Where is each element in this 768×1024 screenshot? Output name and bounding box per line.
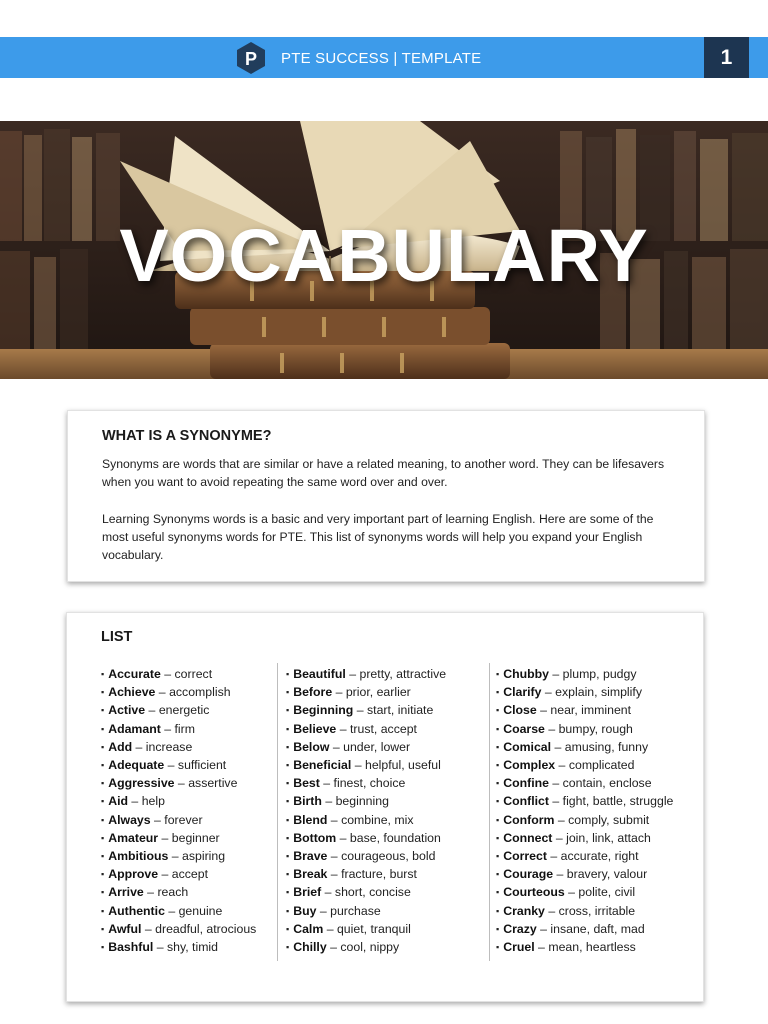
list-item [286, 920, 486, 938]
list-synonyms: shy, timid [166, 940, 219, 955]
list-word: Buy [293, 903, 317, 918]
bullet-icon: ▪ [496, 687, 500, 698]
list-word: Approve [108, 867, 159, 882]
list-synonyms: base, foundation [349, 830, 441, 845]
intro-heading: WHAT IS A SYNONYME? [102, 428, 272, 444]
list-word: Bashful [108, 940, 154, 955]
list-dash: – [326, 940, 341, 955]
bullet-icon: ▪ [101, 687, 105, 698]
bullet-icon: ▪ [101, 923, 105, 934]
list-synonyms: accept [171, 867, 209, 882]
list-word: Calm [293, 921, 324, 936]
list-item [496, 756, 696, 774]
bullet-icon: ▪ [496, 705, 500, 716]
bullet-icon: ▪ [286, 723, 290, 734]
list-dash: – [174, 776, 189, 791]
list-synonyms: finest, choice [333, 776, 406, 791]
bullet-icon: ▪ [101, 832, 105, 843]
list-word: Achieve [108, 685, 156, 700]
brand [234, 41, 481, 75]
intro-paragraph-2: Learning Synonyms words is a basic and very important part of learning English. Here are some of the most useful synonyms words for PTE. This list of synonyms words will help you expand your English vocabulary. [102, 512, 654, 562]
bullet-icon: ▪ [101, 760, 105, 771]
list-item [286, 847, 486, 865]
list-synonyms: insane, daft, mad [550, 921, 645, 936]
list-dash: – [536, 703, 551, 718]
list-synonyms: combine, mix [341, 812, 414, 827]
list-word: Beneficial [293, 758, 352, 773]
list-synonyms: quiet, tranquil [336, 921, 411, 936]
header-bar [0, 37, 768, 78]
list-synonyms: start, initiate [367, 703, 434, 718]
list-synonyms: reach [157, 885, 189, 900]
bullet-icon: ▪ [286, 905, 290, 916]
list-item [286, 720, 486, 738]
list-item [496, 774, 696, 792]
list-item [101, 938, 276, 956]
list-item [496, 701, 696, 719]
list-dash: – [145, 703, 159, 718]
list-item [496, 847, 696, 865]
column-divider [277, 663, 278, 961]
list-synonyms: polite, civil [578, 885, 636, 900]
list-item [101, 829, 276, 847]
list-synonyms: amusing, funny [564, 739, 649, 754]
synonym-list-card [66, 612, 704, 1002]
pte-logo-icon [234, 41, 268, 75]
bullet-icon: ▪ [496, 778, 500, 789]
list-item [101, 902, 276, 920]
list-dash: – [564, 885, 579, 900]
list-synonyms: short, concise [334, 885, 411, 900]
list-item [286, 738, 486, 756]
list-item [286, 683, 486, 701]
bullet-icon: ▪ [286, 741, 290, 752]
list-dash: – [555, 758, 569, 773]
list-item [286, 829, 486, 847]
list-word: Accurate [108, 667, 161, 681]
list-dash: – [323, 921, 337, 936]
list-word: Clarify [503, 685, 542, 700]
bullet-icon: ▪ [101, 905, 105, 916]
list-word: Break [293, 867, 328, 882]
list-item [101, 883, 276, 901]
list-dash: – [336, 721, 350, 736]
list-item [101, 920, 276, 938]
list-synonyms: explain, simplify [555, 685, 642, 700]
list-synonyms: bravery, valour [566, 867, 648, 882]
bullet-icon: ▪ [286, 869, 290, 880]
list-dash: – [158, 830, 172, 845]
bullet-icon: ▪ [101, 942, 105, 953]
list-word: Correct [503, 849, 547, 864]
list-item [496, 920, 696, 938]
list-synonyms: purchase [330, 903, 381, 918]
list-item [496, 902, 696, 920]
list-item [496, 665, 696, 683]
list-dash: – [160, 667, 175, 681]
list-word: Awful [108, 921, 142, 936]
list-item [286, 774, 486, 792]
list-synonyms: genuine [178, 903, 223, 918]
list-word: Always [108, 812, 151, 827]
list-item [286, 792, 486, 810]
list-heading: LIST [101, 629, 133, 645]
list-word: Courteous [503, 885, 565, 900]
list-word: Chilly [293, 940, 327, 955]
list-synonyms: aspiring [182, 849, 226, 864]
bullet-icon: ▪ [496, 796, 500, 807]
synonym-definition-card [67, 410, 705, 582]
bullet-icon: ▪ [496, 942, 500, 953]
list-word: Complex [503, 758, 556, 773]
bullet-icon: ▪ [101, 869, 105, 880]
list-item [496, 720, 696, 738]
list-word: Adequate [108, 758, 165, 773]
bullet-icon: ▪ [286, 887, 290, 898]
list-item [101, 701, 276, 719]
list-word: Arrive [108, 885, 144, 900]
list-item [286, 756, 486, 774]
list-synonyms: energetic [158, 703, 210, 718]
list-item [496, 811, 696, 829]
list-word: Cranky [503, 903, 545, 918]
list-item [101, 811, 276, 829]
list-dash: – [544, 721, 559, 736]
list-dash: – [332, 685, 346, 700]
list-dash: – [548, 667, 563, 681]
list-dash: – [128, 794, 142, 809]
bullet-icon: ▪ [496, 760, 500, 771]
list-dash: – [353, 703, 368, 718]
list-word: Add [108, 739, 133, 754]
list-word: Amateur [108, 830, 159, 845]
list-word: Before [293, 685, 333, 700]
bullet-icon: ▪ [286, 851, 290, 862]
list-item [101, 774, 276, 792]
list-dash: – [551, 739, 565, 754]
list-dash: – [329, 739, 344, 754]
list-word: Aid [108, 794, 129, 809]
list-dash: – [336, 830, 350, 845]
list-item [496, 883, 696, 901]
column-divider [489, 663, 490, 961]
bullet-icon: ▪ [286, 687, 290, 698]
list-synonyms: fight, battle, struggle [562, 794, 674, 809]
list-synonyms: cool, nippy [340, 940, 400, 955]
list-synonyms: increase [145, 739, 193, 754]
list-synonyms: trust, accept [349, 721, 417, 736]
bullet-icon: ▪ [101, 705, 105, 716]
list-dash: – [351, 758, 365, 773]
list-synonyms: pretty, attractive [359, 667, 447, 681]
list-synonyms: help [141, 794, 165, 809]
list-word: Brief [293, 885, 322, 900]
bullet-icon: ▪ [496, 669, 500, 679]
list-dash: – [327, 849, 342, 864]
bullet-icon: ▪ [286, 942, 290, 953]
list-synonyms: fracture, burst [341, 867, 417, 882]
list-synonyms: under, lower [343, 739, 411, 754]
list-word: Crazy [503, 921, 537, 936]
list-item [286, 902, 486, 920]
bullet-icon: ▪ [496, 923, 500, 934]
bullet-icon: ▪ [286, 669, 290, 679]
list-dash: – [534, 940, 549, 955]
list-dash: – [150, 812, 165, 827]
list-dash: – [548, 776, 563, 791]
list-dash: – [155, 685, 170, 700]
list-item [496, 938, 696, 956]
list-synonyms: near, imminent [550, 703, 632, 718]
list-dash: – [164, 758, 178, 773]
list-dash: – [541, 685, 556, 700]
list-synonyms: mean, heartless [548, 940, 636, 955]
list-word: Best [293, 776, 320, 791]
list-dash: – [132, 739, 146, 754]
list-dash: – [553, 867, 567, 882]
bullet-icon: ▪ [286, 814, 290, 825]
intro-paragraph-1: Synonyms are words that are similar or have a related meaning, to another word. They can be lifesavers when you want to avoid repeating the same word over and over. [102, 457, 665, 489]
list-item [286, 865, 486, 883]
list-dash: – [552, 830, 567, 845]
list-word: Aggressive [108, 776, 175, 791]
list-synonyms: assertive [188, 776, 238, 791]
list-dash: – [327, 867, 342, 882]
list-word: Close [503, 703, 537, 718]
list-word: Below [293, 739, 330, 754]
bullet-icon: ▪ [496, 723, 500, 734]
bullet-icon: ▪ [101, 887, 105, 898]
bullet-icon: ▪ [101, 814, 105, 825]
list-dash: – [321, 885, 335, 900]
bullet-icon: ▪ [101, 741, 105, 752]
bullet-icon: ▪ [496, 832, 500, 843]
list-dash: – [319, 776, 334, 791]
list-word: Bottom [293, 830, 337, 845]
list-item [101, 847, 276, 865]
list-synonyms: dreadful, atrocious [155, 921, 257, 936]
list-word: Authentic [108, 903, 165, 918]
bullet-icon: ▪ [286, 796, 290, 807]
list-word: Conflict [503, 794, 549, 809]
list-item [286, 701, 486, 719]
header-title: PTE SUCCESS | TEMPLATE [281, 49, 482, 67]
list-item [101, 792, 276, 810]
list-item [101, 738, 276, 756]
bullet-icon: ▪ [496, 814, 500, 825]
list-item [496, 865, 696, 883]
list-synonyms: helpful, useful [364, 758, 441, 773]
list-word: Comical [503, 739, 552, 754]
logo-letter: P [244, 49, 258, 69]
list-item [101, 683, 276, 701]
list-synonyms: plump, pudgy [562, 667, 637, 681]
list-item [496, 683, 696, 701]
list-word: Connect [503, 830, 553, 845]
bullet-icon: ▪ [286, 923, 290, 934]
bullet-icon: ▪ [286, 705, 290, 716]
list-synonyms: sufficient [177, 758, 227, 773]
list-column-1 [101, 665, 276, 956]
list-item [101, 756, 276, 774]
bullet-icon: ▪ [286, 832, 290, 843]
list-synonyms: accurate, right [560, 849, 639, 864]
list-word: Active [108, 703, 146, 718]
list-item [496, 829, 696, 847]
list-dash: – [158, 867, 172, 882]
list-item [496, 792, 696, 810]
list-synonyms: join, link, attach [566, 830, 651, 845]
list-dash: – [546, 849, 561, 864]
list-word: Birth [293, 794, 322, 809]
list-word: Confine [503, 776, 549, 791]
list-item [286, 938, 486, 956]
bullet-icon: ▪ [496, 869, 500, 880]
list-synonyms: complicated [568, 758, 635, 773]
list-word: Beautiful [293, 667, 346, 681]
list-synonyms: correct [174, 667, 213, 681]
list-item [101, 865, 276, 883]
list-word: Brave [293, 849, 328, 864]
bullet-icon: ▪ [101, 851, 105, 862]
list-dash: – [536, 921, 551, 936]
list-synonyms: prior, earlier [345, 685, 411, 700]
list-item [286, 883, 486, 901]
list-item [101, 665, 276, 683]
list-word: Ambitious [108, 849, 169, 864]
list-synonyms: beginning [335, 794, 389, 809]
list-dash: – [164, 903, 179, 918]
bullet-icon: ▪ [496, 887, 500, 898]
hero-banner [0, 121, 768, 379]
list-item [101, 720, 276, 738]
bullet-icon: ▪ [101, 796, 105, 807]
list-synonyms: courageous, bold [341, 849, 436, 864]
list-column-2 [286, 665, 486, 956]
list-item [496, 738, 696, 756]
list-synonyms: cross, irritable [558, 903, 636, 918]
list-word: Conform [503, 812, 555, 827]
list-synonyms: contain, enclose [562, 776, 652, 791]
page-number: 1 [704, 37, 749, 78]
list-dash: – [554, 812, 569, 827]
list-dash: – [141, 921, 156, 936]
bullet-icon: ▪ [286, 778, 290, 789]
list-word: Cruel [503, 940, 535, 955]
list-word: Adamant [108, 721, 161, 736]
list-word: Believe [293, 721, 337, 736]
bullet-icon: ▪ [101, 778, 105, 789]
list-synonyms: firm [174, 721, 196, 736]
list-synonyms: comply, submit [568, 812, 650, 827]
bullet-icon: ▪ [496, 741, 500, 752]
bullet-icon: ▪ [101, 669, 105, 679]
list-dash: – [321, 794, 336, 809]
list-synonyms: bumpy, rough [558, 721, 633, 736]
list-item [286, 665, 486, 683]
list-word: Chubby [503, 667, 549, 681]
list-item [286, 811, 486, 829]
list-dash: – [153, 940, 167, 955]
list-dash: – [143, 885, 158, 900]
list-dash: – [160, 721, 175, 736]
list-synonyms: beginner [171, 830, 220, 845]
list-synonyms: forever [164, 812, 203, 827]
list-dash: – [544, 903, 559, 918]
bullet-icon: ▪ [496, 851, 500, 862]
list-dash: – [168, 849, 183, 864]
bullet-icon: ▪ [101, 723, 105, 734]
list-dash: – [548, 794, 563, 809]
bullet-icon: ▪ [286, 760, 290, 771]
bullet-icon: ▪ [496, 905, 500, 916]
list-word: Blend [293, 812, 328, 827]
list-word: Coarse [503, 721, 545, 736]
list-word: Courage [503, 867, 554, 882]
list-column-3 [496, 665, 696, 956]
hero-title: VOCABULARY [119, 214, 649, 297]
list-word: Beginning [293, 703, 354, 718]
list-dash: – [327, 812, 342, 827]
list-dash: – [316, 903, 331, 918]
list-synonyms: accomplish [169, 685, 231, 700]
list-dash: – [345, 667, 360, 681]
